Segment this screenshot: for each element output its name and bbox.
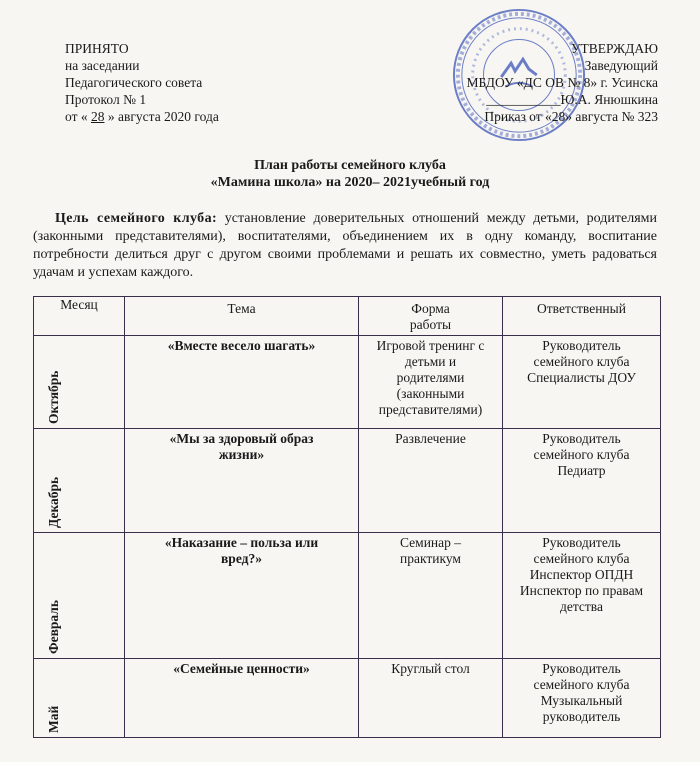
form-line: Круглый стол (391, 661, 470, 676)
resp-line: Специалисты ДОУ (527, 370, 636, 385)
resp-line: Руководитель (542, 431, 621, 446)
resp-line: Руководитель (542, 661, 621, 676)
topic-line: жизни» (218, 447, 265, 462)
month-box (34, 336, 61, 428)
form-line: представителями) (378, 402, 483, 417)
goal-paragraph (33, 210, 657, 282)
resp-line: Педиатр (557, 463, 606, 478)
resp-line: Инспектор по правам (519, 583, 644, 598)
month-cell (34, 336, 125, 429)
approve-heading: УТВЕРЖДАЮ (570, 41, 658, 56)
signature-blank: ___________ (486, 92, 561, 107)
month-cell (34, 429, 125, 533)
topic-line: вред?» (221, 551, 262, 566)
month-label: Октябрь (46, 370, 61, 424)
month-box (34, 429, 61, 532)
topic-cell (125, 336, 359, 429)
form-line: (законными (396, 386, 465, 401)
responsible-cell (503, 659, 661, 738)
goal-text: установление доверительных отношений между детьми, родителями (законными представителями), воспитателями, объединением их в одну команду, воспитание потребности делиться друг с другом своими проблемами и решать их совместно, уметь радоваться удачам и успехам каждого. (33, 211, 657, 280)
date-line (65, 108, 219, 125)
date-prefix: от « (65, 109, 91, 124)
header-form-l2: работы (409, 317, 452, 332)
month-box (34, 659, 61, 737)
resp-line: семейного клуба (533, 447, 630, 462)
header-responsible: Ответственный (503, 297, 661, 336)
form-line: Семинар – (399, 535, 462, 550)
form-line: Игровой тренинг с (376, 338, 485, 353)
responsible-cell (503, 533, 661, 659)
month-cell (34, 659, 125, 738)
month-box (34, 533, 61, 658)
topic-line: «Семейные ценности» (173, 661, 310, 676)
form-cell (359, 533, 503, 659)
resp-line: Руководитель (542, 535, 621, 550)
form-cell (359, 659, 503, 738)
topic-cell (125, 429, 359, 533)
resp-line: семейного клуба (533, 354, 630, 369)
form-cell (359, 336, 503, 429)
resp-line: детства (559, 599, 603, 614)
form-cell (359, 429, 503, 533)
header-month: Месяц (34, 297, 125, 336)
form-line: Развлечение (395, 431, 466, 446)
order-line: Приказ от «28» августа № 323 (484, 109, 658, 124)
table-row (34, 533, 661, 659)
table-body (34, 336, 661, 738)
topic-line: «Наказание – польза или (164, 535, 319, 550)
header-topic: Тема (125, 297, 359, 336)
responsible-cell (503, 429, 661, 533)
topic-cell (125, 659, 359, 738)
resp-line: Инспектор ОПДН (529, 567, 634, 582)
table-row (34, 659, 661, 738)
table-row (34, 429, 661, 533)
topic-line: «Вместе весело шагать» (167, 338, 316, 353)
resp-line: семейного клуба (533, 551, 630, 566)
date-day: 28 (90, 109, 105, 124)
head-title-line: Заведующий (584, 58, 658, 73)
resp-line: Музыкальный (540, 693, 623, 708)
resp-line: руководитель (542, 709, 621, 724)
header-form (359, 297, 503, 336)
title-line-2: «Мамина школа» на 2020– 2021учебный год (210, 175, 490, 190)
responsible-cell (503, 336, 661, 429)
resp-line: Руководитель (542, 338, 621, 353)
signature-line (467, 91, 658, 108)
table-row (34, 336, 661, 429)
council-line: Педагогического совета (65, 75, 203, 90)
topic-cell (125, 533, 359, 659)
topic-line: «Мы за здоровый образ (169, 431, 314, 446)
month-label: Май (46, 705, 61, 733)
form-line: практикум (400, 551, 461, 566)
plan-table (33, 296, 661, 738)
header-form-l1: Форма (411, 301, 450, 316)
signer-name: Ю.А. Янюшкина (560, 92, 658, 107)
approval-block-left (65, 40, 219, 125)
month-label: Декабрь (46, 476, 61, 528)
form-line: родителями (396, 370, 465, 385)
institution-line: МБДОУ «ДС ОВ № 8» г. Усинска (466, 75, 658, 90)
goal-label: Цель семейного клуба: (55, 211, 218, 226)
accepted-heading: ПРИНЯТО (65, 41, 129, 56)
date-suffix: » августа 2020 года (104, 109, 219, 124)
meeting-line: на заседании (65, 58, 140, 73)
month-cell (34, 533, 125, 659)
approval-block-right (467, 40, 658, 125)
title-line-1: План работы семейного клуба (254, 158, 446, 173)
table-header-row (34, 297, 661, 336)
month-label: Февраль (46, 600, 61, 654)
resp-line: семейного клуба (533, 677, 630, 692)
form-line: детьми и (404, 354, 457, 369)
protocol-line: Протокол № 1 (65, 92, 147, 107)
document-title (0, 157, 700, 191)
